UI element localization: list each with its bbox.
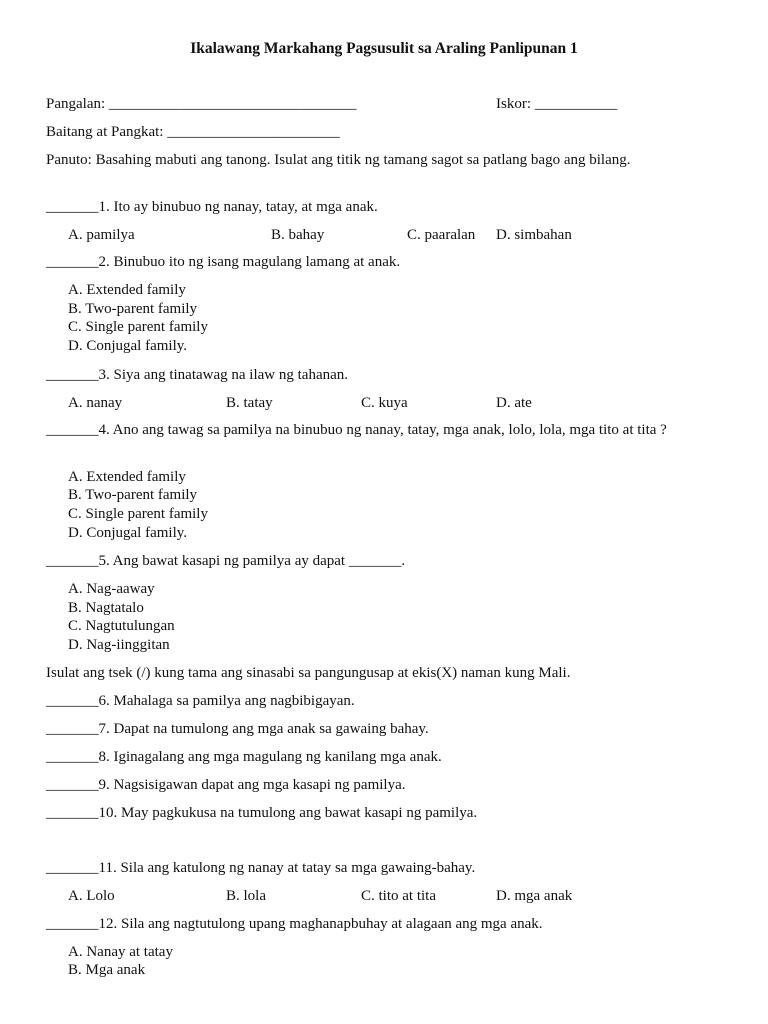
question-12-choice-a: A. Nanay at tatay [68, 944, 173, 960]
question-3-choice-a: A. nanay [68, 395, 123, 411]
question-12: _______12. Sila ang nagtutulong upang maghanapbuhay at alagaan ang mga anak. [46, 916, 543, 932]
question-2-choice-b: B. Two-parent family [68, 301, 198, 317]
question-5-choice-b: B. Nagtatalo [68, 600, 144, 616]
question-5-choice-a: A. Nag-aaway [68, 581, 155, 597]
question-2-choice-c: C. Single parent family [68, 319, 208, 335]
question-1-choice-d: D. simbahan [496, 227, 572, 243]
question-11-choice-a: A. Lolo [68, 888, 115, 904]
question-11-choice-d: D. mga anak [496, 888, 573, 904]
tf-item-10: _______10. May pagkukusa na tumulong ang bawat kasapi ng pamilya. [46, 805, 478, 821]
question-1-choice-a: A. pamilya [68, 227, 135, 243]
score-field-line: Iskor: ___________ [496, 96, 618, 112]
question-1-choice-c: C. paaralan [407, 227, 476, 243]
instructions: Panuto: Basahing mabuti ang tanong. Isulat ang titik ng tamang sagot sa patlang bago ang bilang. [46, 152, 631, 168]
tf-item-8: _______8. Iginagalang ang mga magulang ng kanilang mga anak. [46, 749, 442, 765]
question-5-choice-d: D. Nag-iinggitan [68, 637, 170, 653]
question-2-choice-a: A. Extended family [68, 282, 186, 298]
question-11-choice-b: B. lola [226, 888, 266, 904]
tf-item-9: _______9. Nagsisigawan dapat ang mga kasapi ng pamilya. [46, 777, 406, 793]
question-2: _______2. Binubuo ito ng isang magulang lamang at anak. [46, 254, 401, 270]
question-11-choice-c: C. tito at tita [361, 888, 436, 904]
question-11: _______11. Sila ang katulong ng nanay at tatay sa mga gawaing-bahay. [46, 860, 476, 876]
question-4: _______4. Ano ang tawag sa pamilya na binubuo ng nanay, tatay, mga anak, lolo, lola, mga tito at tita ? [46, 422, 667, 438]
tf-item-6: _______6. Mahalaga sa pamilya ang nagbibigayan. [46, 693, 355, 709]
question-5-choice-c: C. Nagtutulungan [68, 618, 175, 634]
exam-title: Ikalawang Markahang Pagsusulit sa Araling Panlipunan 1 [190, 40, 578, 57]
question-1-choice-b: B. bahay [271, 227, 325, 243]
question-3-choice-c: C. kuya [361, 395, 408, 411]
question-4-choice-b: B. Two-parent family [68, 487, 198, 503]
instructions-true-false: Isulat ang tsek (/) kung tama ang sinasabi sa pangungusap at ekis(X) naman kung Mali. [46, 665, 571, 681]
question-3-choice-b: B. tatay [226, 395, 273, 411]
question-1: _______1. Ito ay binubuo ng nanay, tatay, at mga anak. [46, 199, 378, 215]
question-2-choice-d: D. Conjugal family. [68, 338, 188, 354]
name-field-line: Pangalan: _________________________________ [46, 96, 357, 112]
grade-section-field-line: Baitang at Pangkat: _______________________ [46, 124, 340, 140]
tf-item-7: _______7. Dapat na tumulong ang mga anak sa gawaing bahay. [46, 721, 429, 737]
question-3-choice-d: D. ate [496, 395, 532, 411]
question-5: _______5. Ang bawat kasapi ng pamilya ay dapat _______. [46, 553, 406, 569]
question-12-choice-b: B. Mga anak [68, 962, 146, 978]
question-4-choice-a: A. Extended family [68, 469, 186, 485]
question-4-choice-d: D. Conjugal family. [68, 525, 188, 541]
question-3: _______3. Siya ang tinatawag na ilaw ng tahanan. [46, 367, 349, 383]
question-4-choice-c: C. Single parent family [68, 506, 208, 522]
